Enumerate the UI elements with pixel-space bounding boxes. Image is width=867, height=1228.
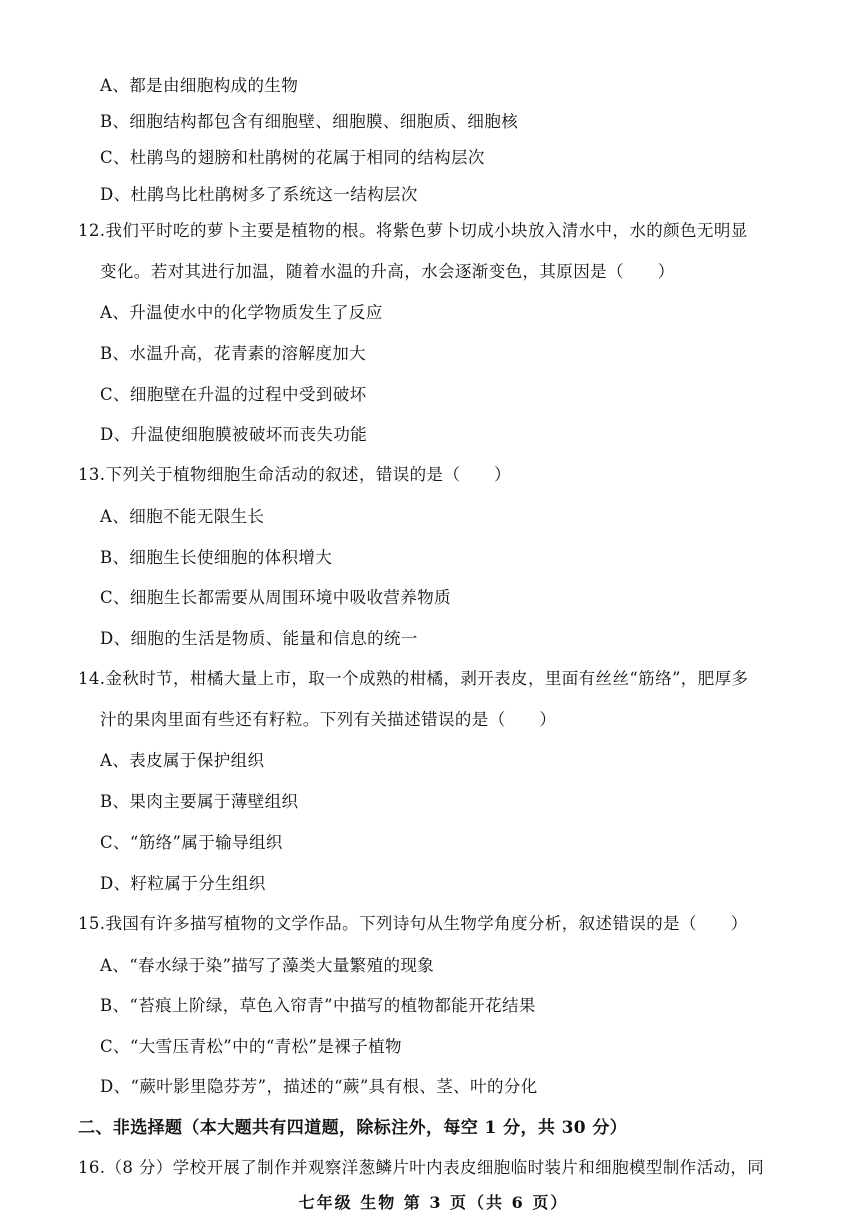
- q14-option-d: D、籽粒属于分生组织: [100, 874, 266, 893]
- q11-option-d: D、杜鹃鸟比杜鹃树多了系统这一结构层次: [100, 185, 418, 204]
- q14-option-a: A、表皮属于保护组织: [100, 751, 265, 770]
- q11-option-b: B、细胞结构都包含有细胞壁、细胞膜、细胞质、细胞核: [100, 112, 519, 131]
- q13-option-c: C、细胞生长都需要从周围环境中吸收营养物质: [100, 588, 452, 607]
- section-heading: 二、非选择题（本大题共有四道题，除标注外，每空 1 分，共 30 分）: [78, 1118, 628, 1138]
- q11-option-a: A、都是由细胞构成的生物: [100, 76, 299, 95]
- q13-stem: 13.下列关于植物细胞生命活动的叙述，错误的是（ ）: [78, 465, 512, 484]
- q14-option-c: C、“筋络”属于输导组织: [100, 833, 283, 852]
- q14-option-b: B、果肉主要属于薄壁组织: [100, 792, 299, 811]
- q11-option-c: C、杜鹃鸟的翅膀和杜鹃树的花属于相同的结构层次: [100, 148, 485, 167]
- q13-option-a: A、细胞不能无限生长: [100, 507, 265, 526]
- q13-option-b: B、细胞生长使细胞的体积增大: [100, 548, 333, 567]
- q12-stem: 12.我们平时吃的萝卜主要是植物的根。将紫色萝卜切成小块放入清水中，水的颜色无明显: [78, 221, 748, 240]
- q12-stem-continued: 变化。若对其进行加温，随着水温的升高，水会逐渐变色，其原因是（ ）: [100, 262, 675, 281]
- q12-option-c: C、细胞壁在升温的过程中受到破坏: [100, 385, 367, 404]
- q15-option-c: C、“大雪压青松”中的“青松”是裸子植物: [100, 1037, 402, 1056]
- q12-option-a: A、升温使水中的化学物质发生了反应: [100, 303, 383, 322]
- q14-stem: 14.金秋时节，柑橘大量上市，取一个成熟的柑橘，剥开表皮，里面有丝丝“筋络”，肥厚多: [78, 669, 749, 688]
- q12-option-d: D、升温使细胞膜被破坏而丧失功能: [100, 425, 368, 444]
- page-footer: 七年级 生物 第 3 页（共 6 页）: [298, 1193, 569, 1212]
- q12-option-b: B、水温升高，花青素的溶解度加大: [100, 344, 367, 363]
- q15-stem: 15.我国有许多描写植物的文学作品。下列诗句从生物学角度分析，叙述错误的是（ ）: [78, 914, 748, 933]
- q14-stem-continued: 汁的果肉里面有些还有籽粒。下列有关描述错误的是（ ）: [100, 710, 557, 729]
- q15-option-b: B、“苔痕上阶绿，草色入帘青”中描写的植物都能开花结果: [100, 996, 536, 1015]
- q16-stem: 16.（8 分）学校开展了制作并观察洋葱鳞片叶内表皮细胞临时装片和细胞模型制作活动，同: [78, 1158, 765, 1177]
- q13-option-d: D、细胞的生活是物质、能量和信息的统一: [100, 629, 418, 648]
- q15-option-d: D、“蕨叶影里隐芬芳”，描述的“蕨”具有根、茎、叶的分化: [100, 1077, 538, 1096]
- q15-option-a: A、“春水绿于染”描写了藻类大量繁殖的现象: [100, 956, 435, 975]
